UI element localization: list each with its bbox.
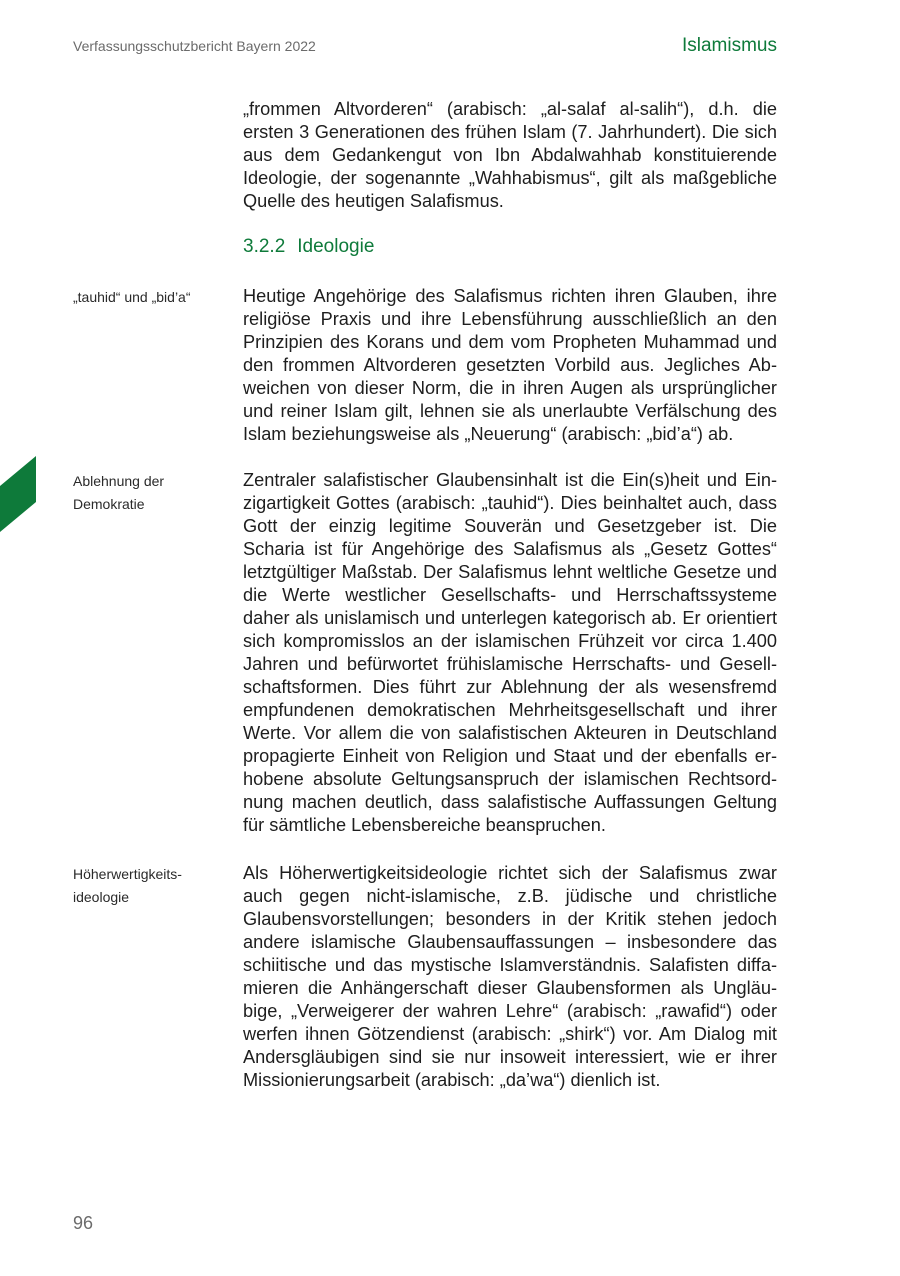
margin-note-tauhid-bida: „tauhid“ und „bid’a“ xyxy=(73,289,191,305)
paragraph-tauhid-bida: Heutige Angehörige des Salafismus richten ihren Glauben, ihre religiöse Praxis und ihre Lebensführung ausschließlich an den Prinzipien des Korans und dem vom Propheten Muhammad und den frommen Altvorderen gesetzten Vorbild aus. Jegliches Abweichen von dieser Norm, die in ihren Augen als ursprünglicher und reiner Islam gilt, lehnen sie als unerlaubte Verfälschung des Islam beziehungsweise als „Neuerung“ (arabisch: „bid’a“) ab. xyxy=(243,286,777,444)
paragraph-hoeherwertigkeitsideologie: Als Höherwertigkeitsideologie richtet sich der Salafismus zwar auch gegen nicht-islamische, z.B. jüdische und christliche Glaubensvorstellungen; besonders in der Kritik stehen jedoch andere islamische Glaubensauffassungen – insbesondere das schiitische und das mystische Islamverständnis. Salafisten diffamieren die Anhängerschaft dieser Glaubensformen als Ungläubige, „Verweigerer der wahren Lehre“ (arabisch: „rawafid“) oder werfen ihnen Götzendienst (arabisch: „shirk“) vor. Am Dialog mit Andersgläubigen sind sie nur insoweit interessiert, wie er ihrer Missionierungsarbeit (arabisch: „da’wa“) dienlich ist. xyxy=(243,863,777,1090)
chapter-tab-marker xyxy=(0,456,36,532)
publication-title: Verfassungsschutzbericht Bayern 2022 xyxy=(73,38,316,54)
margin-note-ablehnung-demokratie: Ablehnung der Demokratie xyxy=(73,473,165,512)
section-heading xyxy=(243,236,374,258)
section-title: Islamismus xyxy=(681,35,777,56)
margin-note-hoeherwertigkeitsideologie: Höherwertigkeitsideologie xyxy=(73,866,182,905)
section-heading-title: Ideologie xyxy=(297,236,375,257)
paragraph-ablehnung-demokratie: Zentraler salafistischer Glaubensinhalt ist die Ein(s)heit und Einzigartigkeit Gottes (arabisch: „tauhid“). Dies beinhaltet auch, dass Gott der einzig legitime Souverän und Gesetzgeber ist. Die Scharia ist für Angehörige des Salafismus als „Gesetz Gottes“ letztgültiger Maßstab. Der Salafismus lehnt weltliche Gesetze und die Werte westlicher Gesellschafts- und Herrschaftssysteme daher als unislamisch und unterlegen kategorisch ab. Er orientiert sich kompromisslos an der islamischen Frühzeit vor circa 1.400 Jahren und befürwortet frühislamische Herrschafts- und Gesellschaftsformen. Dies führt zur Ablehnung der als wesensfremd empfundenen demokratischen Mehrheitsgesellschaft und ihrer Werte. Vor allem die von salafistischen Akteuren in Deutschland propagierte Einheit von Religion und Staat und der ebenfalls erhobene absolute Geltungsanspruch der islamischen Rechtsordnung machen deutlich, dass salafistische Auffassungen Geltung für sämtliche Lebensbereiche beanspruchen. xyxy=(243,470,777,835)
intro-paragraph: „frommen Altvorderen“ (arabisch: „al-salaf al-salih“), d.h. die ersten 3 Generationen des frühen Islam (7. Jahrhundert). Die sich aus dem Gedankengut von Ibn Abdalwahhab konstituierende Ideologie, der sogenannte „Wahhabismus“, gilt als maßgebliche Quelle des heutigen Salafismus. xyxy=(243,99,777,211)
page-number: 96 xyxy=(73,1213,94,1233)
section-heading-number: 3.2.2 xyxy=(243,236,286,257)
